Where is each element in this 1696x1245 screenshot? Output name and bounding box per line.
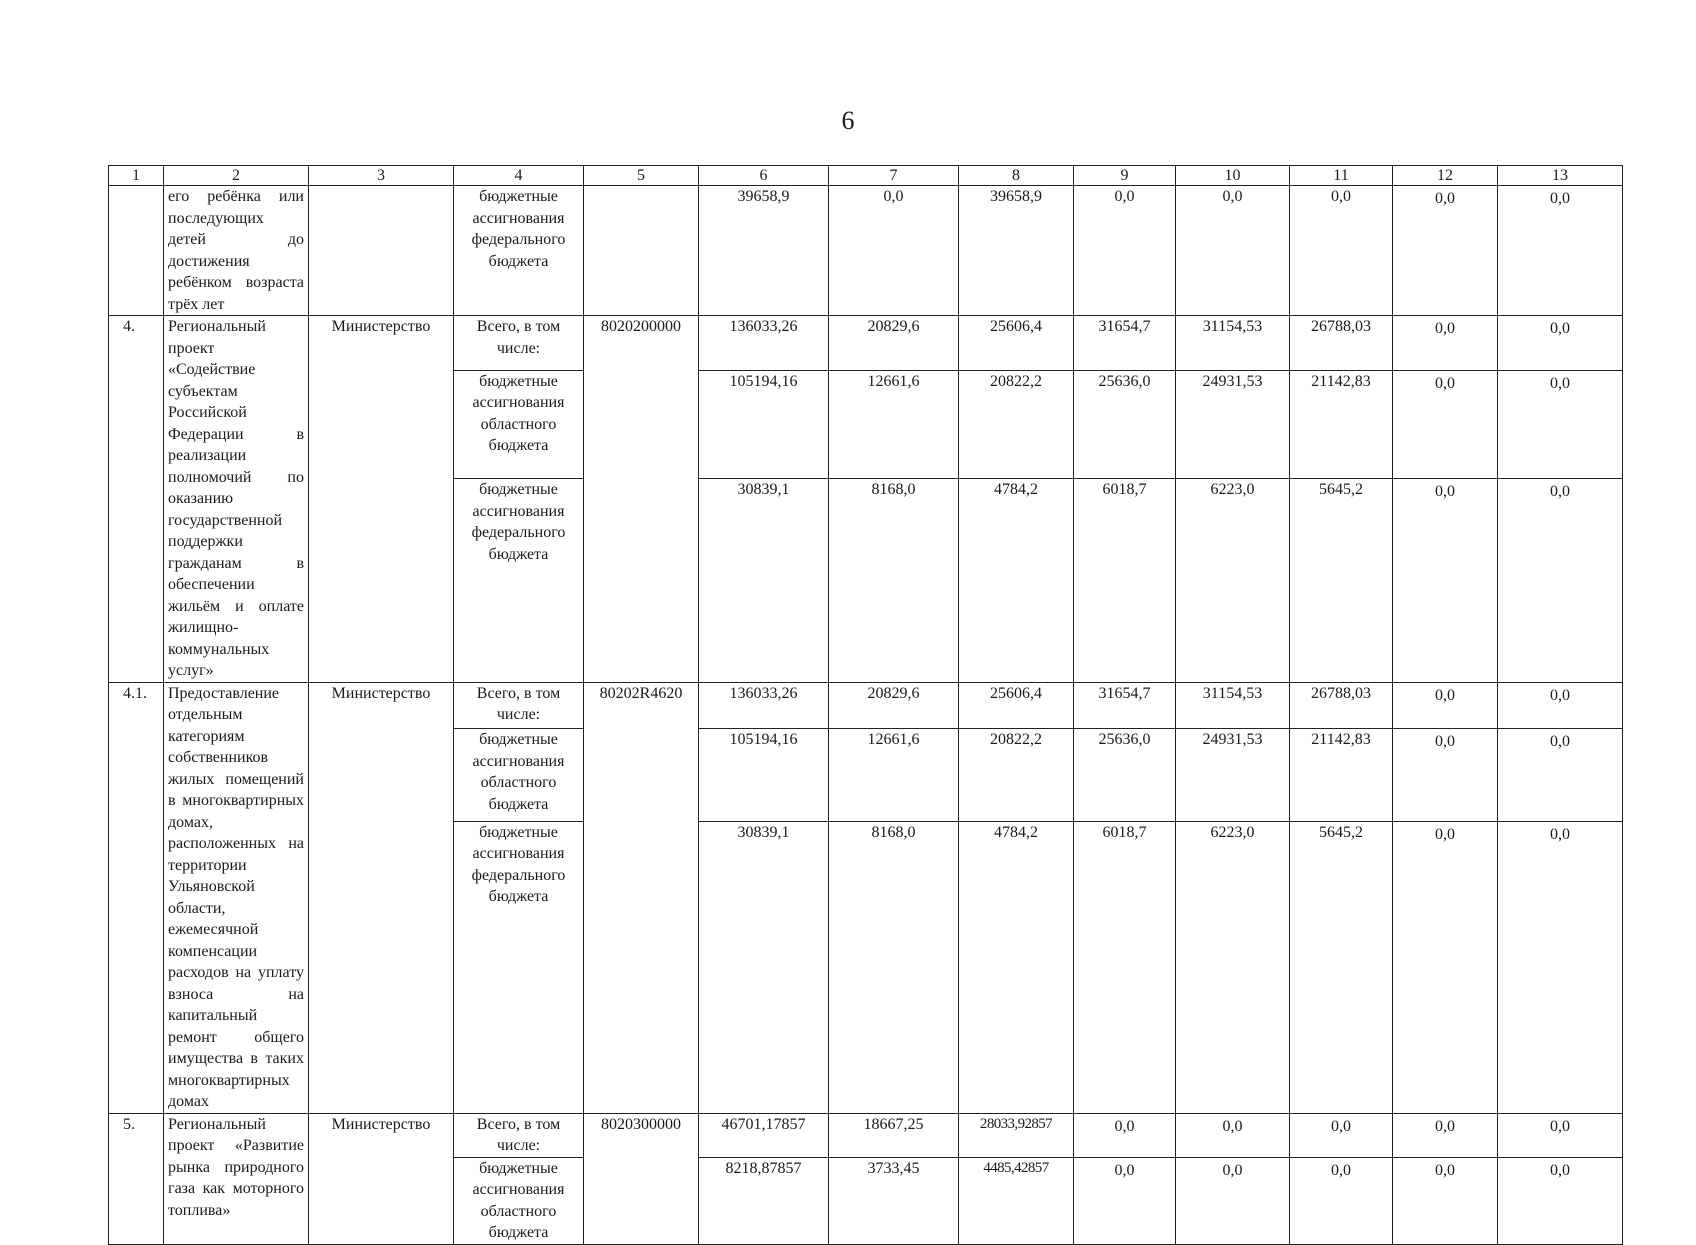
- value-cell: 105194,16: [699, 370, 829, 478]
- value-cell: 25636,0: [1074, 370, 1176, 478]
- budget-code: 8020200000: [584, 316, 699, 683]
- value-cell: 8218,87857: [699, 1157, 829, 1244]
- table-row-continuation: [109, 186, 1623, 316]
- value-cell: 8168,0: [829, 821, 959, 1113]
- header-cell: 4: [454, 166, 584, 186]
- value-cell: 0,0: [1498, 186, 1623, 316]
- value-cell: 0,0: [1498, 370, 1623, 478]
- value-cell: 30839,1: [699, 821, 829, 1113]
- value-cell: 6018,7: [1074, 479, 1176, 682]
- item-name: его ребёнка или последующих детей до достижения ребёнком возраста трёх лет: [164, 186, 309, 316]
- value-cell: 46701,17857: [699, 1113, 829, 1157]
- header-cell: 13: [1498, 166, 1623, 186]
- value-cell: 20829,6: [829, 682, 959, 729]
- value-cell: 39658,9: [699, 186, 829, 316]
- value-cell: 0,0: [1393, 316, 1498, 371]
- value-cell: 26788,03: [1290, 316, 1393, 371]
- funding-source: бюджетные ассигнования областного бюджета: [454, 729, 584, 822]
- value-cell: 0,0: [1393, 1113, 1498, 1157]
- value-cell: 0,0: [1498, 729, 1623, 822]
- value-cell: 0,0: [829, 186, 959, 316]
- table-row: [109, 682, 1623, 729]
- value-cell: 0,0: [1393, 1157, 1498, 1244]
- value-cell: 24931,53: [1176, 370, 1290, 478]
- value-cell: 25606,4: [959, 682, 1074, 729]
- header-cell: 9: [1074, 166, 1176, 186]
- table-row: [109, 316, 1623, 371]
- item-name: Предоставление отдельным категориям собственников жилых помещений в многоквартирных домах, расположенных на территории Ульяновской области, ежемесячной компенсации расходов на уплату взноса на капитальный ремонт общего имущества в таких многоквартирных домах: [164, 682, 309, 1113]
- value-cell: 18667,25: [829, 1113, 959, 1157]
- value-cell: 25636,0: [1074, 729, 1176, 822]
- value-cell: 4485,42857: [959, 1157, 1074, 1244]
- value-cell: 6223,0: [1176, 821, 1290, 1113]
- value-cell: 21142,83: [1290, 729, 1393, 822]
- value-cell: 0,0: [1498, 316, 1623, 371]
- value-cell: 0,0: [1074, 1157, 1176, 1244]
- funding-source: бюджетные ассигнования областного бюджета: [454, 1157, 584, 1244]
- header-cell: 8: [959, 166, 1074, 186]
- value-cell: 31654,7: [1074, 316, 1176, 371]
- value-cell: 20829,6: [829, 316, 959, 371]
- header-cell: 11: [1290, 166, 1393, 186]
- item-name: Региональный проект «Развитие рынка природного газа как моторного топлива»: [164, 1113, 309, 1244]
- header-cell: 2: [164, 166, 309, 186]
- header-cell: 1: [109, 166, 164, 186]
- header-cell: 6: [699, 166, 829, 186]
- value-cell: 0,0: [1393, 821, 1498, 1113]
- value-cell: 0,0: [1498, 821, 1623, 1113]
- value-cell: 0,0: [1393, 186, 1498, 316]
- item-organization: Министерство: [309, 682, 454, 1113]
- value-cell: 0,0: [1176, 1113, 1290, 1157]
- value-cell: 0,0: [1393, 682, 1498, 729]
- row-number: [109, 186, 164, 316]
- value-cell: 0,0: [1074, 1113, 1176, 1157]
- value-cell: 31154,53: [1176, 682, 1290, 729]
- table-header-row: [109, 166, 1623, 186]
- header-cell: 10: [1176, 166, 1290, 186]
- value-cell: 0,0: [1393, 729, 1498, 822]
- budget-code: 8020300000: [584, 1113, 699, 1244]
- value-cell: 12661,6: [829, 729, 959, 822]
- value-cell: 20822,2: [959, 370, 1074, 478]
- value-cell: 0,0: [1393, 479, 1498, 682]
- header-cell: 12: [1393, 166, 1498, 186]
- value-cell: 25606,4: [959, 316, 1074, 371]
- funding-source: бюджетные ассигнования федерального бюджета: [454, 186, 584, 316]
- value-cell: 39658,9: [959, 186, 1074, 316]
- value-cell: 0,0: [1176, 186, 1290, 316]
- value-cell: 0,0: [1498, 682, 1623, 729]
- item-name: Региональный проект «Содействие субъектам Российской Федерации в реализации полномочий по оказанию государственной поддержки гражданам в обеспечении жильём и оплате жилищно-коммунальных услуг»: [164, 316, 309, 683]
- funding-source: бюджетные ассигнования федерального бюджета: [454, 821, 584, 1113]
- value-cell: 26788,03: [1290, 682, 1393, 729]
- budget-code: [584, 186, 699, 316]
- value-cell: 105194,16: [699, 729, 829, 822]
- value-cell: 0,0: [1074, 186, 1176, 316]
- value-cell: 31654,7: [1074, 682, 1176, 729]
- item-organization: Министерство: [309, 316, 454, 683]
- funding-source: Всего, в том числе:: [454, 682, 584, 729]
- value-cell: 20822,2: [959, 729, 1074, 822]
- value-cell: 6018,7: [1074, 821, 1176, 1113]
- value-cell: 0,0: [1498, 1113, 1623, 1157]
- row-number: 4.1.: [109, 682, 164, 1113]
- value-cell: 0,0: [1290, 1157, 1393, 1244]
- value-cell: 0,0: [1498, 1157, 1623, 1244]
- value-cell: 3733,45: [829, 1157, 959, 1244]
- value-cell: 6223,0: [1176, 479, 1290, 682]
- value-cell: 0,0: [1498, 479, 1623, 682]
- budget-table: [108, 165, 1623, 1245]
- value-cell: 0,0: [1290, 1113, 1393, 1157]
- value-cell: 4784,2: [959, 821, 1074, 1113]
- header-cell: 3: [309, 166, 454, 186]
- funding-source: бюджетные ассигнования областного бюджета: [454, 370, 584, 478]
- value-cell: 5645,2: [1290, 821, 1393, 1113]
- value-cell: 4784,2: [959, 479, 1074, 682]
- value-cell: 5645,2: [1290, 479, 1393, 682]
- value-cell: 21142,83: [1290, 370, 1393, 478]
- header-cell: 7: [829, 166, 959, 186]
- value-cell: 12661,6: [829, 370, 959, 478]
- value-cell: 30839,1: [699, 479, 829, 682]
- item-organization: Министерство: [309, 1113, 454, 1244]
- value-cell: 136033,26: [699, 316, 829, 371]
- value-cell: 136033,26: [699, 682, 829, 729]
- value-cell: 0,0: [1393, 370, 1498, 478]
- budget-code: 80202R4620: [584, 682, 699, 1113]
- value-cell: 24931,53: [1176, 729, 1290, 822]
- value-cell: 0,0: [1176, 1157, 1290, 1244]
- funding-source: Всего, в том числе:: [454, 316, 584, 371]
- header-cell: 5: [584, 166, 699, 186]
- row-number: 4.: [109, 316, 164, 683]
- value-cell: 0,0: [1290, 186, 1393, 316]
- value-cell: 8168,0: [829, 479, 959, 682]
- value-cell: 28033,92857: [959, 1113, 1074, 1157]
- value-cell: 31154,53: [1176, 316, 1290, 371]
- funding-source: бюджетные ассигнования федерального бюджета: [454, 479, 584, 682]
- funding-source: Всего, в том числе:: [454, 1113, 584, 1157]
- item-organization: [309, 186, 454, 316]
- row-number: 5.: [109, 1113, 164, 1244]
- page-number: 6: [841, 106, 855, 135]
- table-row: [109, 1113, 1623, 1157]
